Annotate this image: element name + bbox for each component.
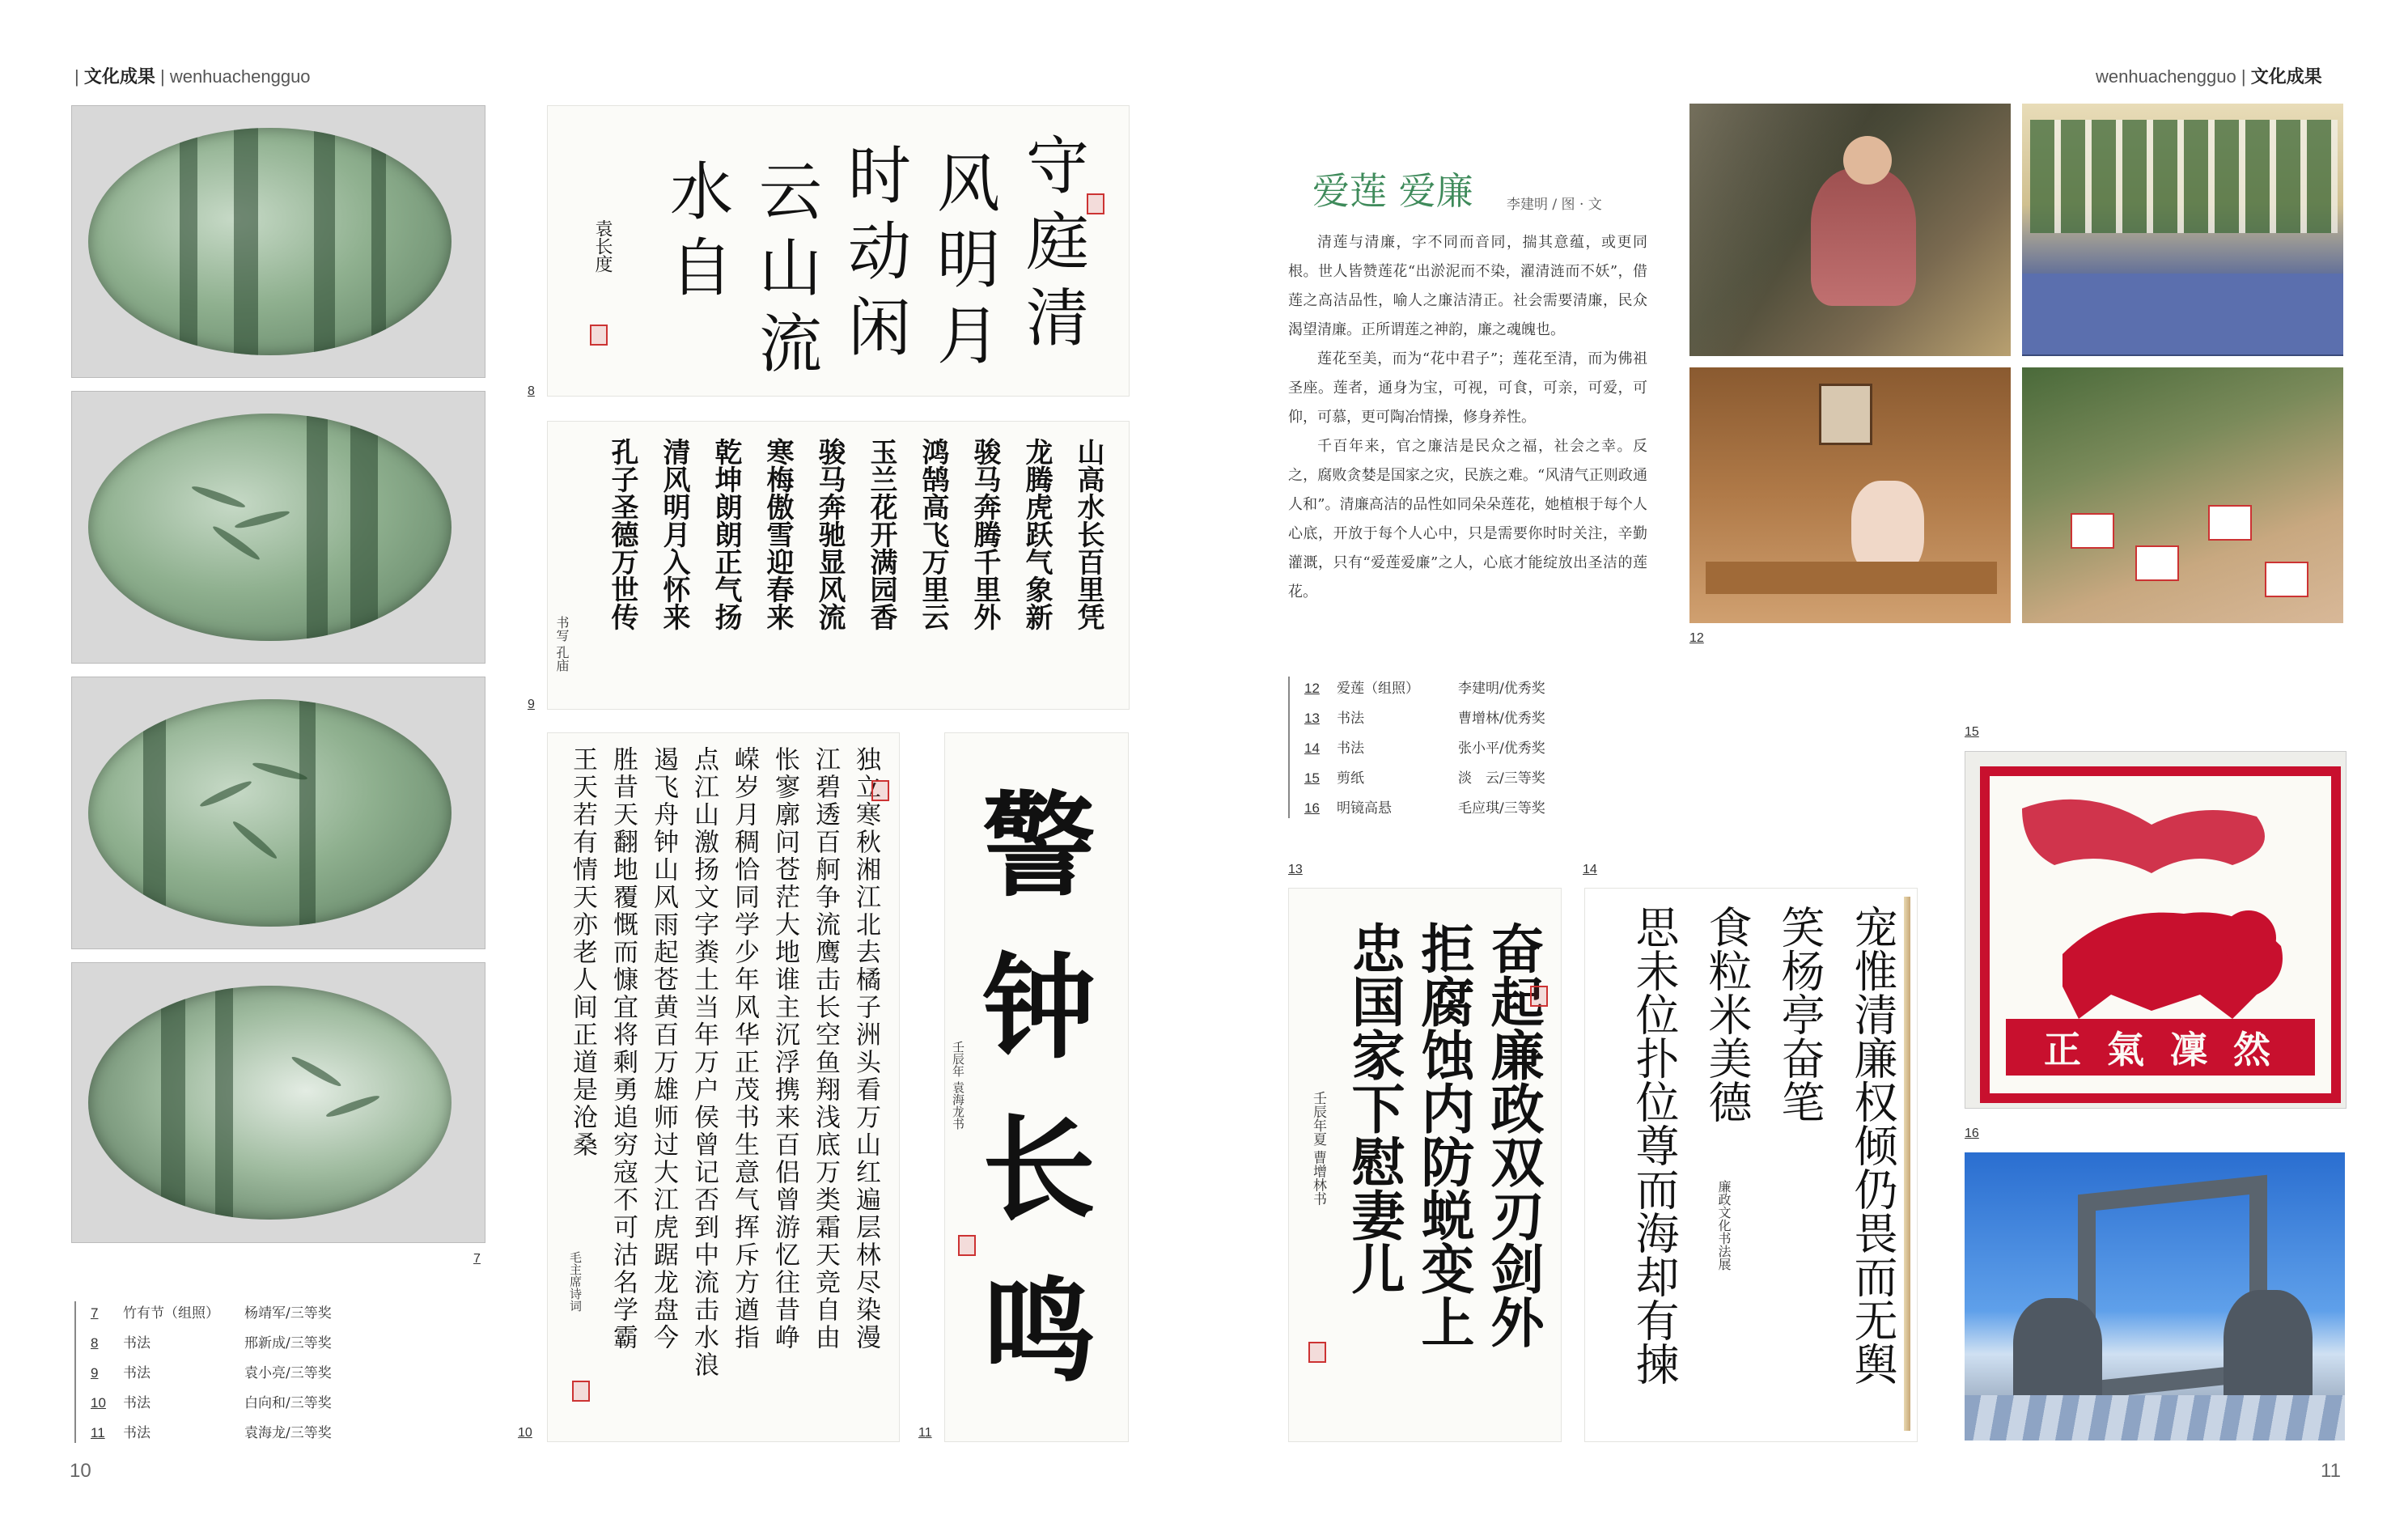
caption-author: 李建明/优秀奖 [1458, 681, 1545, 697]
caption-number: 15 [1304, 770, 1320, 786]
caption-row [91, 1421, 332, 1441]
red-seal [871, 780, 889, 801]
callig-char: 山 [758, 232, 822, 305]
bamboo-photo-4 [71, 962, 485, 1243]
caption-number: 7 [91, 1305, 99, 1321]
caption-author: 曹增林/优秀奖 [1458, 711, 1545, 727]
section-pinyin: wenhuachengguo [169, 66, 311, 87]
callig-char: 鸣 [981, 1266, 1096, 1398]
caption-number: 9 [91, 1365, 99, 1381]
caption-category: 书法 [123, 1365, 150, 1381]
callig-char: 清 [1025, 282, 1089, 355]
article-paragraph: 清莲与清廉，字不同而音同，揣其意蕴，或更同根。世人皆赞莲花“出淤泥而不染，濯清涟而不妖”，借莲之高洁品性，喻人之廉洁清正。社会需要清廉，民众渴望清廉。正所谓莲之神韵，廉之魂魄也。 [1288, 234, 1647, 338]
scroll-edge [1904, 897, 1910, 1431]
right-header [2096, 63, 2322, 88]
callig-column: 嵘岁月稠恰同学少年风华正茂书生意气挥斥方遒指 [730, 746, 759, 1351]
figure-number: 12 [1689, 631, 1704, 645]
signature: 书写 孔庙 [554, 616, 570, 673]
caption-category: 书法 [1337, 711, 1364, 727]
caption-number: 13 [1304, 711, 1320, 726]
bamboo-photo-3 [71, 677, 485, 949]
callig-char: 流 [758, 308, 822, 381]
callig-column: 清风明月入怀来 [658, 438, 690, 630]
caption-author: 袁小亮/三等奖 [244, 1365, 332, 1381]
caption-author: 杨靖军/三等奖 [244, 1305, 332, 1322]
callig-column: 山高水长百里凭 [1072, 438, 1104, 630]
article-byline: 李建明 / 图 · 文 [1507, 197, 1602, 213]
callig-column: 拒腐蚀内防蜕变上 [1412, 921, 1475, 1348]
callig-char: 钟 [981, 942, 1096, 1075]
caption-category: 剪纸 [1337, 770, 1364, 787]
callig-column: 骏马奔腾千里外 [969, 438, 1001, 630]
caption-rule [1288, 677, 1290, 818]
callig-char: 时 [847, 140, 911, 213]
caption-number: 8 [91, 1335, 99, 1351]
caption-row [91, 1391, 332, 1411]
figure-number: 16 [1965, 1127, 1979, 1140]
callig-column: 胜昔天翻地覆慨而慷宜将剩勇追穷寇不可沽名学霸 [608, 746, 638, 1351]
callig-column: 遏飞舟钟山风雨起苍黄百万雄师过大江虎踞龙盘今 [649, 746, 678, 1351]
callig-column: 孔子圣德万世传 [606, 438, 638, 630]
red-seal [1087, 193, 1104, 214]
callig-column: 独立寒秋湘江北去橘子洲头看万山红遍层林尽染漫 [851, 746, 880, 1351]
caption-category: 书法 [1337, 740, 1364, 757]
caption-category: 爱莲（组照） [1337, 681, 1419, 697]
calligraphy-10 [547, 732, 900, 1442]
callig-column: 怅寥廓问苍茫大地谁主沉浮携来百侣曾游忆往昔峥 [770, 746, 799, 1351]
callig-char: 水 [669, 156, 733, 229]
calligraphy-8 [547, 105, 1130, 397]
article-paragraph: 莲花至美，而为“花中君子”；莲花至清，而为佛祖圣座。莲者，通身为宝，可视，可食，可亲，可爱，可仰，可慕，更可陶冶情操，修身养性。 [1288, 350, 1647, 426]
signature: 毛主席诗词 [568, 1251, 583, 1312]
red-seal [1530, 986, 1548, 1007]
callig-column: 宠惟清廉权倾仍畏而无舆 [1847, 905, 1898, 1385]
callig-column: 奋起廉政双刃剑外 [1482, 921, 1545, 1348]
caption-row [91, 1301, 332, 1322]
figure-number: 7 [473, 1252, 481, 1266]
signature: 壬辰年 袁海龙书 [951, 1041, 965, 1130]
signature: 廉政文化书法展 [1716, 1180, 1732, 1271]
figure-number: 10 [518, 1426, 532, 1440]
callig-column: 江碧透百舸争流鹰击长空鱼翔浅底万类霜天竞自由 [811, 746, 840, 1351]
caption-category: 书法 [123, 1395, 150, 1411]
callig-column: 玉兰花开满园香 [865, 438, 897, 630]
caption-number: 11 [91, 1425, 105, 1441]
caption-row [1304, 766, 1545, 787]
caption-number: 16 [1304, 800, 1320, 816]
section-title: 文化成果 [83, 67, 155, 87]
caption-rule [74, 1301, 76, 1443]
signature: 袁长度 [592, 219, 613, 273]
figure-number: 13 [1288, 863, 1303, 876]
callig-char: 守 [1025, 130, 1089, 203]
caption-row [1304, 706, 1545, 727]
figure-number: 9 [528, 698, 535, 711]
caption-category: 书法 [123, 1335, 150, 1351]
callig-column: 食粒米美德 [1702, 905, 1753, 1123]
callig-char: 庭 [1025, 206, 1089, 279]
caption-row [91, 1361, 332, 1381]
callig-column: 王天若有情天亦老人间正道是沧桑 [568, 746, 597, 1159]
caption-number: 12 [1304, 681, 1320, 696]
papercut-text: 正 氣 凜 然 [2043, 1028, 2278, 1071]
caption-author: 袁海龙/三等奖 [244, 1425, 332, 1441]
callig-char: 月 [936, 300, 1000, 373]
callig-column: 乾坤朗朗正气扬 [710, 438, 742, 630]
header-separator: | [159, 66, 165, 87]
caption-author: 白向和/三等奖 [244, 1395, 332, 1411]
callig-char: 云 [758, 156, 822, 229]
callig-column: 骏马奔驰显风流 [813, 438, 846, 630]
photo-woman-papercut [1689, 104, 2011, 356]
caption-category: 书法 [123, 1425, 150, 1441]
callig-char: 长 [981, 1104, 1096, 1237]
caption-list-right [1304, 677, 1644, 822]
photo-girl-drawing [1689, 367, 2011, 623]
callig-column: 忠国家下慰妻儿 [1342, 921, 1405, 1295]
caption-list-left [91, 1301, 414, 1447]
signature: 壬辰年夏 曹增林书 [1310, 1091, 1326, 1206]
figure-number: 11 [918, 1426, 932, 1440]
red-seal [590, 325, 608, 346]
callig-char: 警 [981, 780, 1096, 913]
caption-category: 竹有节（组照） [123, 1305, 219, 1322]
callig-char: 明 [936, 224, 1000, 297]
calligraphy-14 [1584, 888, 1918, 1442]
callig-column: 笑杨亭奋笔 [1774, 905, 1825, 1123]
calligraphy-9 [547, 421, 1130, 710]
header-bar: | [74, 66, 79, 87]
figure-number: 15 [1965, 725, 1979, 739]
caption-row [1304, 736, 1545, 757]
callig-char: 自 [669, 232, 733, 305]
papercut-tiger [1965, 751, 2347, 1109]
caption-row [91, 1331, 332, 1351]
figure-number: 8 [528, 384, 535, 398]
page-number-left: 10 [70, 1460, 91, 1482]
callig-column: 鸿鹄高飞万里云 [917, 438, 949, 630]
article-title: 爱莲 爱廉 [1312, 169, 1473, 213]
left-header [74, 63, 311, 88]
callig-column: 点江山激扬文字粪土当年万户侯曾记否到中流击水浪 [689, 746, 719, 1379]
bamboo-photo-2 [71, 391, 485, 664]
article-body [1288, 228, 1647, 607]
caption-row [1304, 796, 1545, 817]
bamboo-photo-1 [71, 105, 485, 378]
calligraphy-13 [1288, 888, 1562, 1442]
caption-author: 张小平/优秀奖 [1458, 740, 1545, 757]
papercut-frame [1980, 766, 2341, 1103]
section-title: 文化成果 [2250, 67, 2322, 87]
calligraphy-11 [944, 732, 1129, 1442]
header-separator: | [2241, 66, 2246, 87]
caption-author: 邢新成/三等奖 [244, 1335, 332, 1351]
callig-char: 闲 [847, 292, 911, 365]
caption-author: 毛应琪/三等奖 [1458, 800, 1545, 817]
red-seal [958, 1235, 976, 1256]
red-seal [1308, 1342, 1326, 1363]
page-number-right: 11 [2321, 1460, 2341, 1482]
callig-column: 龙腾虎跃气象新 [1020, 438, 1053, 630]
caption-row [1304, 677, 1545, 697]
callig-char: 动 [847, 216, 911, 289]
callig-column: 思未位扑位尊而海却有揀 [1629, 905, 1680, 1385]
article-paragraph: 千百年来，官之廉洁是民众之福，社会之幸。反之，腐败贪婪是国家之灾，民族之难。“风清气正则政通人和”。清廉高洁的品性如同朵朵莲花，她植根于每个人心底，开放于每个人心中，只是需要你时时关注，辛勤灌溉，只有“爱莲爱廉”之人，心底才能绽放出圣洁的莲花。 [1288, 438, 1647, 600]
photo-exhibition-hall [2022, 104, 2343, 356]
caption-category: 明镜高悬 [1337, 800, 1392, 817]
callig-char: 风 [936, 148, 1000, 221]
caption-number: 10 [91, 1395, 106, 1411]
photo-mirror-sculpture [1965, 1152, 2345, 1441]
section-pinyin: wenhuachengguo [2096, 66, 2236, 87]
caption-author: 淡 云/三等奖 [1458, 770, 1545, 787]
callig-column: 寒梅傲雪迎春来 [761, 438, 794, 630]
caption-number: 14 [1304, 740, 1320, 756]
red-seal [572, 1381, 590, 1402]
photo-outdoor-papercuts [2022, 367, 2343, 623]
figure-number: 14 [1583, 863, 1597, 876]
